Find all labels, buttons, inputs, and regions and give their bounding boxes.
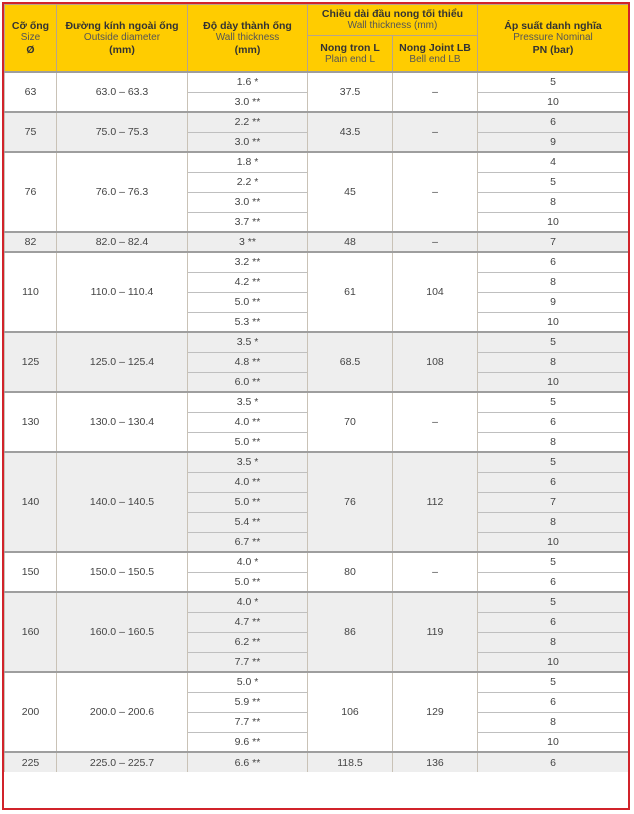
cell-wall-thickness: 6.6 ** xyxy=(188,752,308,772)
cell-wall-thickness: 7.7 ** xyxy=(188,712,308,732)
cell-pressure-nominal: 6 xyxy=(478,112,629,132)
cell-plain-end-length: 70 xyxy=(308,392,393,452)
cell-size: 75 xyxy=(5,112,57,152)
cell-bell-end-length: 104 xyxy=(393,252,478,332)
cell-wall-thickness: 5.0 ** xyxy=(188,572,308,592)
cell-pressure-nominal: 10 xyxy=(478,732,629,752)
cell-bell-end-length: – xyxy=(393,112,478,152)
cell-pressure-nominal: 5 xyxy=(478,672,629,692)
cell-plain-end-length: 43.5 xyxy=(308,112,393,152)
header-min-socket-length: Chiều dài đầu nong tối thiểu Wall thickness (mm) xyxy=(308,5,478,36)
cell-size: 125 xyxy=(5,332,57,392)
cell-bell-end-length: 119 xyxy=(393,592,478,672)
cell-outside-diameter: 160.0 – 160.5 xyxy=(57,592,188,672)
cell-wall-thickness: 3.5 * xyxy=(188,452,308,472)
cell-wall-thickness: 5.3 ** xyxy=(188,312,308,332)
cell-plain-end-length: 37.5 xyxy=(308,72,393,112)
cell-bell-end-length: – xyxy=(393,72,478,112)
cell-pressure-nominal: 6 xyxy=(478,472,629,492)
cell-bell-end-length: – xyxy=(393,552,478,592)
cell-wall-thickness: 4.0 * xyxy=(188,552,308,572)
cell-size: 140 xyxy=(5,452,57,552)
cell-size: 225 xyxy=(5,752,57,772)
cell-wall-thickness: 4.8 ** xyxy=(188,352,308,372)
cell-wall-thickness: 3.5 * xyxy=(188,392,308,412)
cell-pressure-nominal: 5 xyxy=(478,72,629,92)
cell-pressure-nominal: 10 xyxy=(478,312,629,332)
cell-bell-end-length: – xyxy=(393,232,478,252)
cell-wall-thickness: 3.0 ** xyxy=(188,132,308,152)
spec-table-frame xyxy=(2,2,630,810)
cell-pressure-nominal: 6 xyxy=(478,692,629,712)
cell-wall-thickness: 3.5 * xyxy=(188,332,308,352)
cell-outside-diameter: 200.0 – 200.6 xyxy=(57,672,188,752)
cell-size: 76 xyxy=(5,152,57,232)
cell-size: 82 xyxy=(5,232,57,252)
cell-pressure-nominal: 9 xyxy=(478,132,629,152)
header-wall-thickness: Độ dày thành ống Wall thickness (mm) xyxy=(188,5,308,73)
cell-bell-end-length: 112 xyxy=(393,452,478,552)
header-outside-diameter: Đường kính ngoài ống Outside diameter (mm) xyxy=(57,5,188,73)
cell-pressure-nominal: 5 xyxy=(478,452,629,472)
cell-pressure-nominal: 6 xyxy=(478,252,629,272)
cell-pressure-nominal: 10 xyxy=(478,372,629,392)
cell-plain-end-length: 68.5 xyxy=(308,332,393,392)
table-row xyxy=(5,672,629,692)
cell-wall-thickness: 3.2 ** xyxy=(188,252,308,272)
cell-wall-thickness: 5.0 * xyxy=(188,672,308,692)
cell-wall-thickness: 3 ** xyxy=(188,232,308,252)
cell-plain-end-length: 86 xyxy=(308,592,393,672)
cell-plain-end-length: 61 xyxy=(308,252,393,332)
cell-plain-end-length: 48 xyxy=(308,232,393,252)
cell-bell-end-length: – xyxy=(393,392,478,452)
cell-wall-thickness: 1.6 * xyxy=(188,72,308,92)
cell-pressure-nominal: 8 xyxy=(478,432,629,452)
cell-wall-thickness: 2.2 ** xyxy=(188,112,308,132)
cell-wall-thickness: 5.0 ** xyxy=(188,432,308,452)
cell-wall-thickness: 4.2 ** xyxy=(188,272,308,292)
cell-plain-end-length: 118.5 xyxy=(308,752,393,772)
table-header xyxy=(5,5,629,73)
header-plain-end: Nong tron L Plain end L xyxy=(308,36,393,72)
table-row xyxy=(5,112,629,132)
cell-pressure-nominal: 4 xyxy=(478,152,629,172)
cell-pressure-nominal: 7 xyxy=(478,492,629,512)
cell-outside-diameter: 75.0 – 75.3 xyxy=(57,112,188,152)
cell-pressure-nominal: 8 xyxy=(478,352,629,372)
cell-wall-thickness: 5.4 ** xyxy=(188,512,308,532)
cell-bell-end-length: – xyxy=(393,152,478,232)
cell-wall-thickness: 4.0 * xyxy=(188,592,308,612)
cell-wall-thickness: 6.2 ** xyxy=(188,632,308,652)
cell-pressure-nominal: 8 xyxy=(478,512,629,532)
table-row xyxy=(5,452,629,472)
cell-bell-end-length: 108 xyxy=(393,332,478,392)
cell-plain-end-length: 45 xyxy=(308,152,393,232)
cell-pressure-nominal: 5 xyxy=(478,552,629,572)
cell-wall-thickness: 5.9 ** xyxy=(188,692,308,712)
cell-size: 110 xyxy=(5,252,57,332)
cell-wall-thickness: 1.8 * xyxy=(188,152,308,172)
cell-size: 200 xyxy=(5,672,57,752)
cell-wall-thickness: 6.0 ** xyxy=(188,372,308,392)
cell-wall-thickness: 3.0 ** xyxy=(188,192,308,212)
cell-outside-diameter: 150.0 – 150.5 xyxy=(57,552,188,592)
cell-pressure-nominal: 9 xyxy=(478,292,629,312)
cell-wall-thickness: 2.2 * xyxy=(188,172,308,192)
cell-wall-thickness: 3.0 ** xyxy=(188,92,308,112)
cell-wall-thickness: 7.7 ** xyxy=(188,652,308,672)
header-bell-end: Nong Joint LB Bell end LB xyxy=(393,36,478,72)
cell-outside-diameter: 225.0 – 225.7 xyxy=(57,752,188,772)
table-row xyxy=(5,72,629,92)
cell-pressure-nominal: 8 xyxy=(478,272,629,292)
cell-size: 160 xyxy=(5,592,57,672)
table-row xyxy=(5,152,629,172)
cell-wall-thickness: 9.6 ** xyxy=(188,732,308,752)
cell-pressure-nominal: 8 xyxy=(478,192,629,212)
cell-pressure-nominal: 5 xyxy=(478,392,629,412)
table-row xyxy=(5,552,629,572)
cell-plain-end-length: 76 xyxy=(308,452,393,552)
table-row xyxy=(5,392,629,412)
table-row xyxy=(5,752,629,772)
header-size: Cỡ ống Size Ø xyxy=(5,5,57,73)
cell-pressure-nominal: 6 xyxy=(478,612,629,632)
cell-pressure-nominal: 8 xyxy=(478,712,629,732)
cell-size: 63 xyxy=(5,72,57,112)
table-row xyxy=(5,252,629,272)
cell-pressure-nominal: 10 xyxy=(478,532,629,552)
table-body xyxy=(5,72,629,772)
cell-pressure-nominal: 5 xyxy=(478,332,629,352)
cell-bell-end-length: 129 xyxy=(393,672,478,752)
cell-bell-end-length: 136 xyxy=(393,752,478,772)
cell-outside-diameter: 125.0 – 125.4 xyxy=(57,332,188,392)
cell-size: 150 xyxy=(5,552,57,592)
cell-pressure-nominal: 7 xyxy=(478,232,629,252)
cell-plain-end-length: 80 xyxy=(308,552,393,592)
cell-outside-diameter: 130.0 – 130.4 xyxy=(57,392,188,452)
cell-outside-diameter: 76.0 – 76.3 xyxy=(57,152,188,232)
cell-wall-thickness: 5.0 ** xyxy=(188,492,308,512)
cell-wall-thickness: 4.0 ** xyxy=(188,412,308,432)
cell-pressure-nominal: 6 xyxy=(478,572,629,592)
cell-wall-thickness: 5.0 ** xyxy=(188,292,308,312)
cell-pressure-nominal: 6 xyxy=(478,752,629,772)
pipe-spec-table xyxy=(4,4,629,772)
cell-pressure-nominal: 6 xyxy=(478,412,629,432)
cell-pressure-nominal: 5 xyxy=(478,592,629,612)
cell-wall-thickness: 3.7 ** xyxy=(188,212,308,232)
cell-pressure-nominal: 5 xyxy=(478,172,629,192)
cell-pressure-nominal: 10 xyxy=(478,92,629,112)
cell-pressure-nominal: 8 xyxy=(478,632,629,652)
table-row xyxy=(5,232,629,252)
cell-outside-diameter: 140.0 – 140.5 xyxy=(57,452,188,552)
cell-plain-end-length: 106 xyxy=(308,672,393,752)
cell-outside-diameter: 63.0 – 63.3 xyxy=(57,72,188,112)
header-pressure-nominal: Áp suất danh nghĩa Pressure Nominal PN (bar) xyxy=(478,5,629,73)
cell-pressure-nominal: 10 xyxy=(478,212,629,232)
cell-size: 130 xyxy=(5,392,57,452)
cell-wall-thickness: 6.7 ** xyxy=(188,532,308,552)
table-row xyxy=(5,592,629,612)
table-row xyxy=(5,332,629,352)
cell-wall-thickness: 4.7 ** xyxy=(188,612,308,632)
cell-pressure-nominal: 10 xyxy=(478,652,629,672)
cell-outside-diameter: 82.0 – 82.4 xyxy=(57,232,188,252)
cell-outside-diameter: 110.0 – 110.4 xyxy=(57,252,188,332)
cell-wall-thickness: 4.0 ** xyxy=(188,472,308,492)
